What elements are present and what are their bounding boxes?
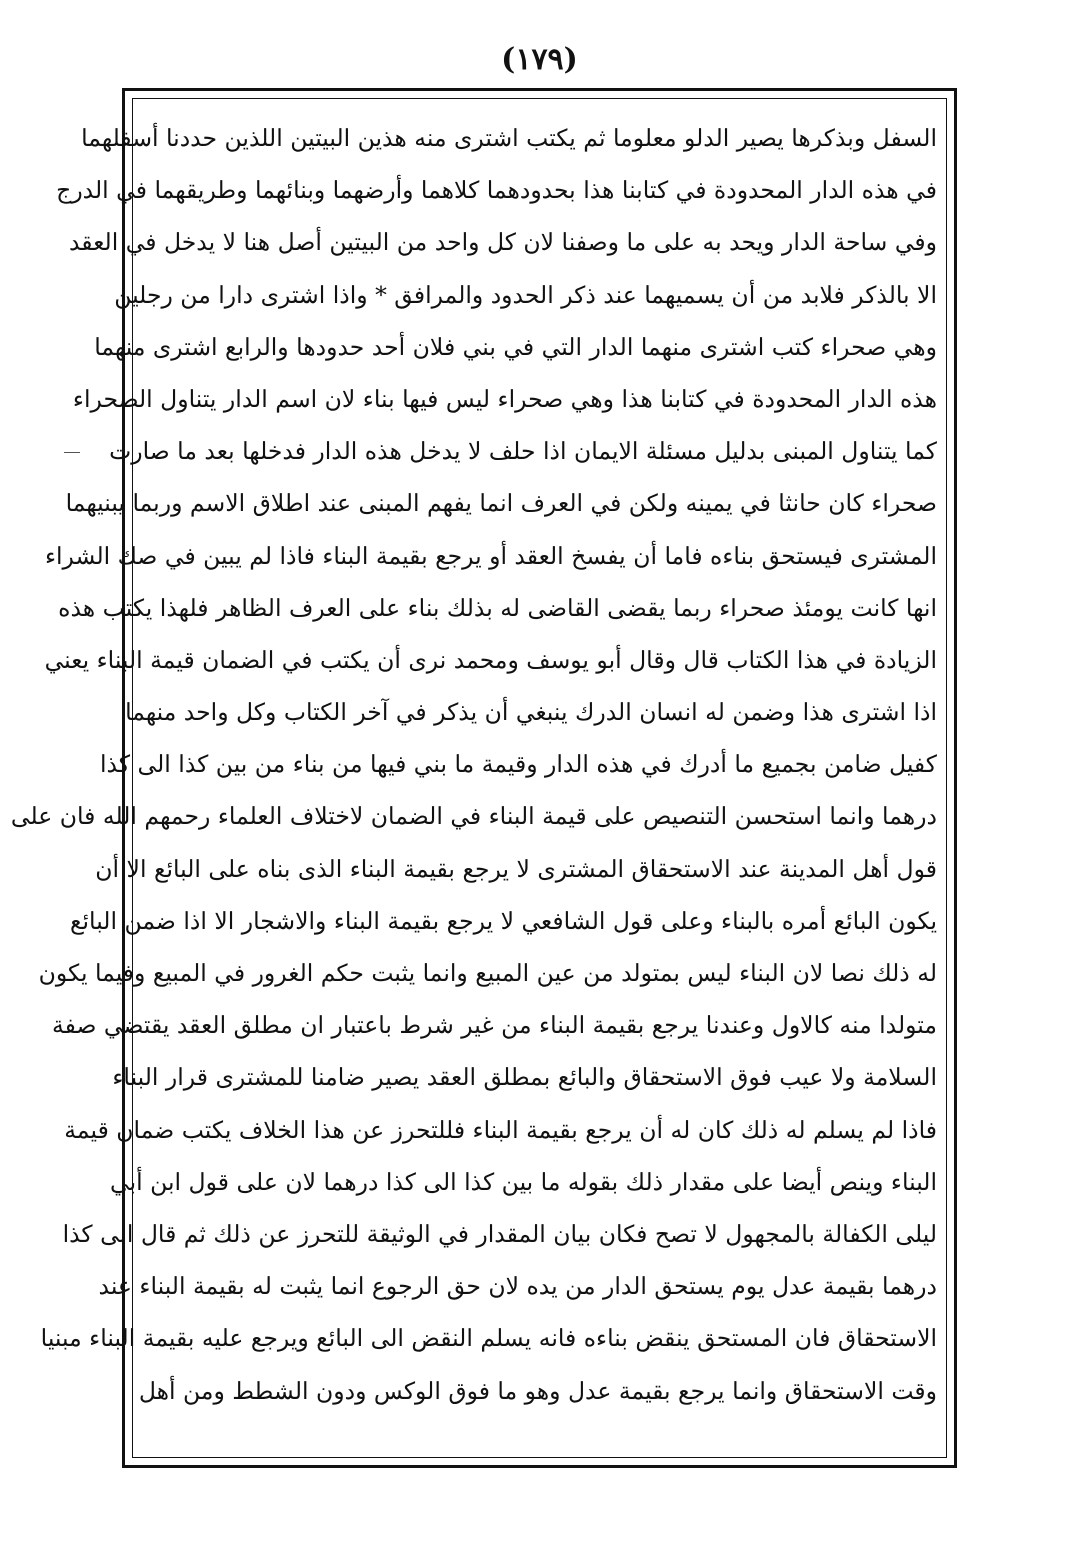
text-line: الا بالذكر فلابد من أن يسميهما عند ذكر الحدود والمرافق * واذا اشترى دارا من رجلين: [114, 280, 937, 309]
text-line: المشترى فيستحق بناءه فاما أن يفسخ العقد أو يرجع بقيمة البناء فاذا لم يبين في صك الشراء: [44, 541, 937, 570]
text-line: كما يتناول المبنى بدليل مسئلة الايمان اذا حلف لا يدخل هذه الدار فدخلها بعد ما صارت: [109, 437, 937, 466]
text-line: اذا اشترى هذا وضمن له انسان الدرك ينبغي أن يذكر في آخر الكتاب وكل واحد منهما: [125, 698, 937, 727]
text-line: السفل وبذكرها يصير الدلو معلوما ثم يكتب اشترى منه هذين البيتين اللذين حددنا أسفلهما: [81, 124, 937, 152]
text-line: هذه الدار المحدودة في كتابنا هذا وهي صحراء ليس فيها بناء لان اسم الدار يتناول الصحراء: [72, 384, 937, 413]
text-line: قول أهل المدينة عند الاستحقاق المشترى لا يرجع بقيمة البناء الذى بناه على البائع الا أن: [95, 854, 937, 883]
text-line: صحراء كان حانثا في يمينه ولكن في العرف انما يفهم المبنى عند اطلاق الاسم وربما يبنيهما: [65, 489, 937, 518]
text-line: يكون البائع أمره بالبناء وعلى قول الشافعي لا يرجع بقيمة البناء والاشجار الا اذا ضمن البائع: [69, 906, 937, 935]
text-line: وفي ساحة الدار ويحد به على ما وصفنا لان كل واحد من البيتين أصل هنا لا يدخل في العقد: [68, 228, 937, 257]
text-line: وهي صحراء كتب اشترى منهما الدار التي في بني فلان أحد حدودها والرابع اشترى منهما: [94, 332, 937, 361]
text-line: السلامة ولا عيب فوق الاستحقاق والبائع بمطلق العقد يصير ضامنا للمشترى قرار البناء: [112, 1063, 937, 1092]
text-line: البناء وينص أيضا على مقدار ذلك بقوله ما بين كذا الى كذا درهما لان على قول ابن أبي: [110, 1167, 937, 1196]
text-line: الاستحقاق فان المستحق ينقض بناءه فانه يسلم النقض الى البائع ويرجع عليه بقيمة البناء مبنيا: [40, 1324, 937, 1353]
text-line: متولدا منه كالاول وعندنا يرجع بقيمة البناء من غير شرط باعتبار ان مطلق العقد يقتضي صفة: [51, 1011, 937, 1040]
text-line: فاذا لم يسلم له ذلك كان له أن يرجع بقيمة البناء فللتحرز عن هذا الخلاف يكتب ضمان قيمة: [64, 1115, 937, 1144]
text-line: الزيادة في هذا الكتاب قال وقال أبو يوسف ومحمد نرى أن يكتب في الضمان قيمة البناء يعني: [44, 645, 937, 674]
text-line: وقت الاستحقاق وانما يرجع بقيمة عدل وهو ما فوق الوكس ودون الشطط ومن أهل: [138, 1376, 937, 1405]
text-line: في هذه الدار المحدودة في كتابنا هذا بحدودهما كلاهما وأرضهما وبنائهما وطريقهما في الدرج: [56, 176, 937, 205]
margin-mark: [64, 452, 80, 453]
text-line: كفيل ضامن بجميع ما أدرك في هذه الدار وقيمة ما بني فيها من بناء من بين كذا الى كذا: [100, 750, 937, 779]
text-line: انها كانت يومئذ صحراء ربما يقضى القاضى له بذلك بناء على العرف الظاهر فلهذا يكتب هذه: [58, 593, 937, 622]
text-line: درهما وانما استحسن التنصيص على قيمة البناء في الضمان لاختلاف العلماء رحمهم الله فان على: [10, 802, 937, 831]
text-line: درهما بقيمة عدل يوم يستحق الدار من يده لان حق الرجوع انما يثبت له بقيمة البناء عند: [98, 1272, 937, 1301]
text-line: ليلى الكفالة بالمجهول لا تصح فكان بيان المقدار في الوثيقة للتحرز عن ذلك ثم قال الى كذا: [62, 1219, 937, 1248]
page-number: (١٧٩): [501, 42, 578, 77]
text-line: له ذلك نصا لان البناء ليس بمتولد من عين المبيع وانما يثبت حكم الغرور في المبيع وفيما يكون: [38, 959, 937, 987]
text-body: [10, 112, 937, 1417]
